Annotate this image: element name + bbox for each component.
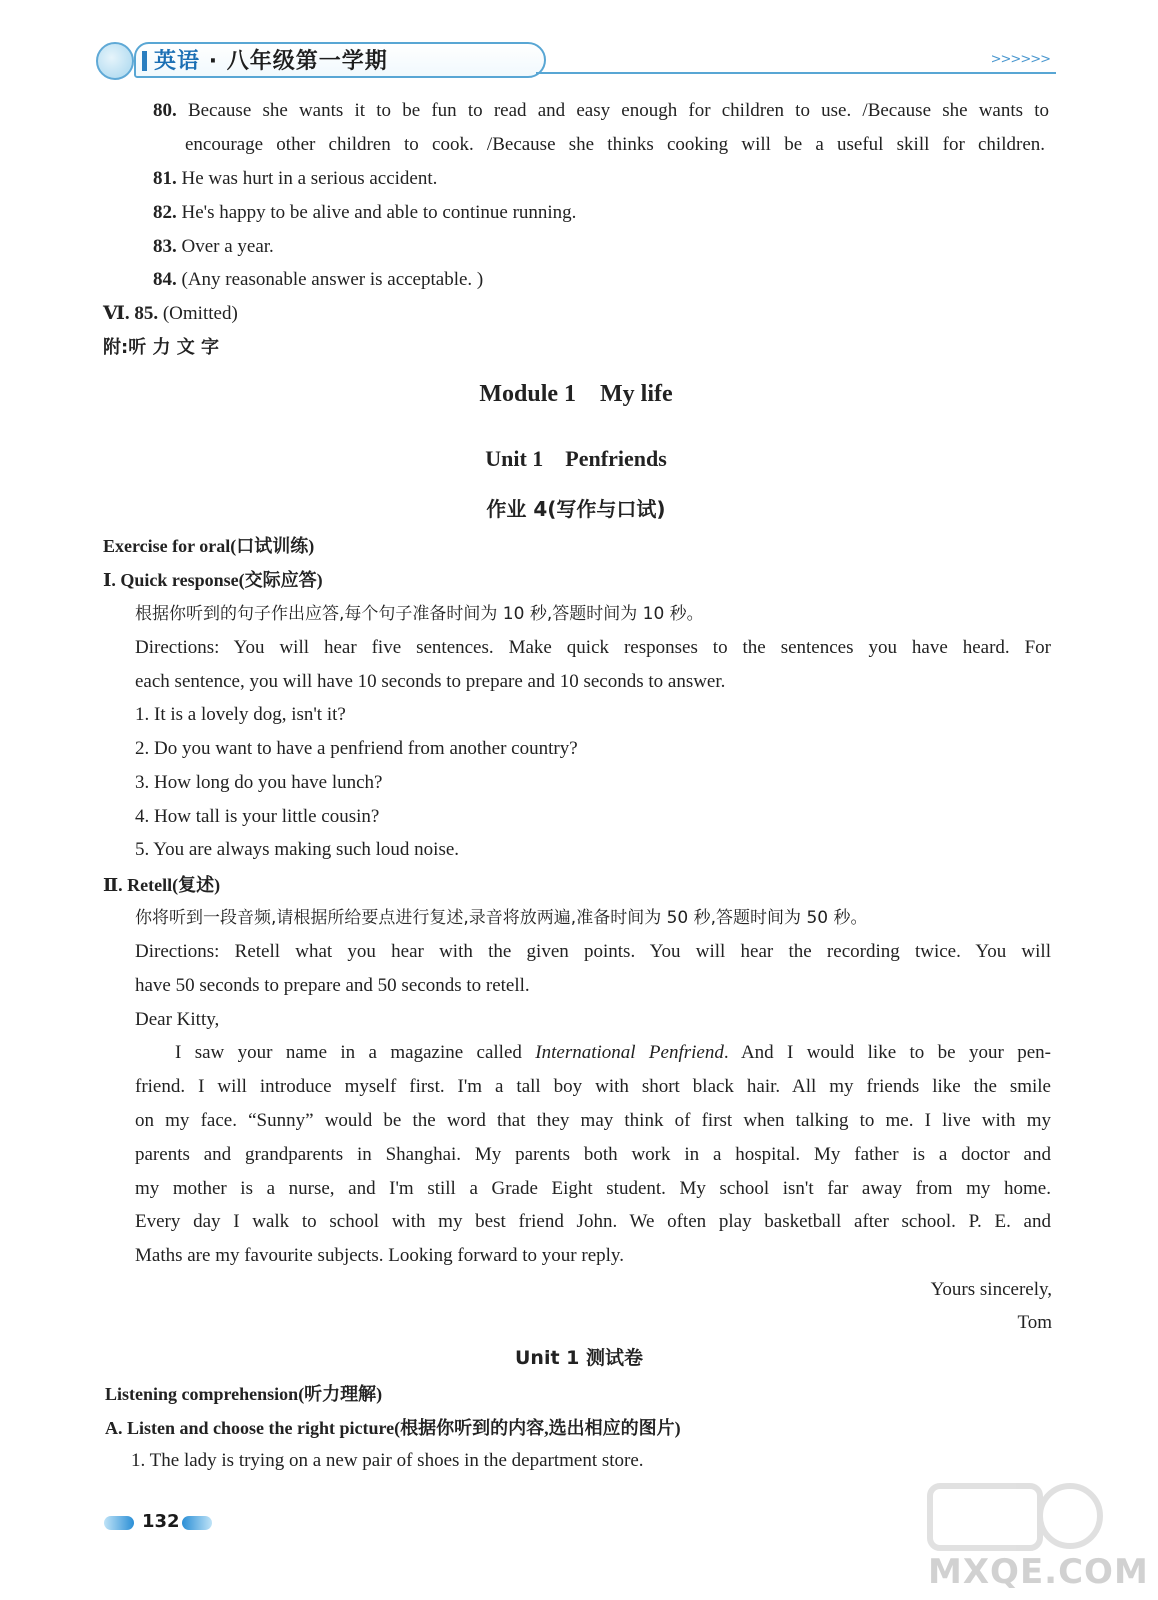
letter-line: Maths are my favourite subjects. Looking forward to your reply.: [135, 1245, 624, 1266]
letter-line: I saw your name in a magazine called International Penfriend. And I would like to be your pen-: [175, 1042, 1051, 1063]
answer-81: 81. He was hurt in a serious accident.: [153, 168, 438, 189]
header-dot: ·: [208, 49, 219, 74]
answer-80-line2: encourage other children to cook. /Because she thinks cooking will be a useful skill for children.: [185, 134, 1045, 155]
quick-response-directions-1: Directions: You will hear five sentences. Make quick responses to the sentences you have heard. For: [135, 637, 1051, 658]
homework-title: 作业 4(写作与口试): [486, 497, 666, 521]
letter-signature: Tom: [1017, 1312, 1052, 1333]
chevron-right-icon: >>>>>>: [990, 52, 1050, 67]
letter-line: parents and grandparents in Shanghai. My parents both work in a hospital. My father is a doctor and: [135, 1144, 1051, 1165]
letter-line: on my face. “Sunny” would be the word that they may think of first when talking to me. I live with my: [135, 1110, 1051, 1131]
letter-line: friend. I will introduce myself first. I'm a tall boy with short black hair. All my friends like the smile: [135, 1076, 1051, 1097]
header-subject: 英语: [154, 49, 201, 74]
letter-salutation: Dear Kitty,: [135, 1009, 220, 1030]
quick-response-item: 1. It is a lovely dog, isn't it?: [135, 704, 346, 725]
quick-response-instruction: 根据你听到的句子作出应答,每个句子准备时间为 10 秒,答题时间为 10 秒。: [135, 604, 704, 624]
retell-directions-2: have 50 seconds to prepare and 50 seconds to retell.: [135, 975, 530, 996]
page-number: 132: [142, 1511, 180, 1532]
header-title: [154, 44, 388, 75]
quick-response-item: 2. Do you want to have a penfriend from another country?: [135, 738, 578, 759]
test-title: Unit 1 测试卷: [515, 1347, 643, 1369]
page-number-left-decoration: [104, 1516, 134, 1530]
page-number-right-decoration: [182, 1516, 212, 1530]
quick-response-item: 5. You are always making such loud noise.: [135, 839, 460, 860]
appendix-heading: 附:听 力 文 字: [103, 337, 219, 358]
answer-83: 83. Over a year.: [153, 236, 274, 257]
quick-response-directions-2: each sentence, you will have 10 seconds to prepare and 10 seconds to answer.: [135, 671, 726, 692]
listening-heading: Listening comprehension(听力理解): [105, 1384, 383, 1404]
section-6: Ⅵ. 85. (Omitted): [103, 303, 238, 324]
listening-item-1: 1. The lady is trying on a new pair of shoes in the department store.: [131, 1450, 644, 1471]
listening-part-a: A. Listen and choose the right picture(根据你听到的内容,选出相应的图片): [105, 1418, 681, 1438]
letter-line: Every day I walk to school with my best friend John. We often play basketball after school. P. E. and: [135, 1211, 1051, 1232]
header-grade: 八年级第一学期: [226, 49, 388, 74]
oral-heading: Exercise for oral(口试训练): [103, 536, 315, 556]
retell-instruction: 你将听到一段音频,请根据所给要点进行复述,录音将放两遍,准备时间为 50 秒,答题时间为 50 秒。: [135, 908, 868, 928]
retell-heading: Ⅱ. Retell(复述): [103, 875, 221, 895]
header-accent-bar: [142, 51, 147, 71]
module-title: Module 1 My life: [479, 381, 673, 407]
unit-title: Unit 1 Penfriends: [485, 446, 667, 471]
watermark-text: MXQE.COM: [928, 1552, 1149, 1592]
header-rule: [536, 72, 1056, 74]
magnifier-icon: [96, 42, 134, 80]
answer-84: 84. (Any reasonable answer is acceptable. ): [153, 269, 484, 290]
letter-closing: Yours sincerely,: [930, 1279, 1052, 1300]
quick-response-heading: Ⅰ. Quick response(交际应答): [103, 570, 323, 590]
quick-response-item: 4. How tall is your little cousin?: [135, 806, 380, 827]
answer-82: 82. He's happy to be alive and able to continue running.: [153, 202, 577, 223]
retell-directions-1: Directions: Retell what you hear with the given points. You will hear the recording twice. You will: [135, 941, 1051, 962]
answer-80-line1: 80. Because she wants it to be fun to read and easy enough for children to use. /Because she wants to: [153, 100, 1050, 121]
letter-line: my mother is a nurse, and I'm still a Grade Eight student. My school isn't far away from my home.: [135, 1178, 1051, 1199]
quick-response-item: 3. How long do you have lunch?: [135, 772, 383, 793]
page-header: [96, 38, 1056, 78]
